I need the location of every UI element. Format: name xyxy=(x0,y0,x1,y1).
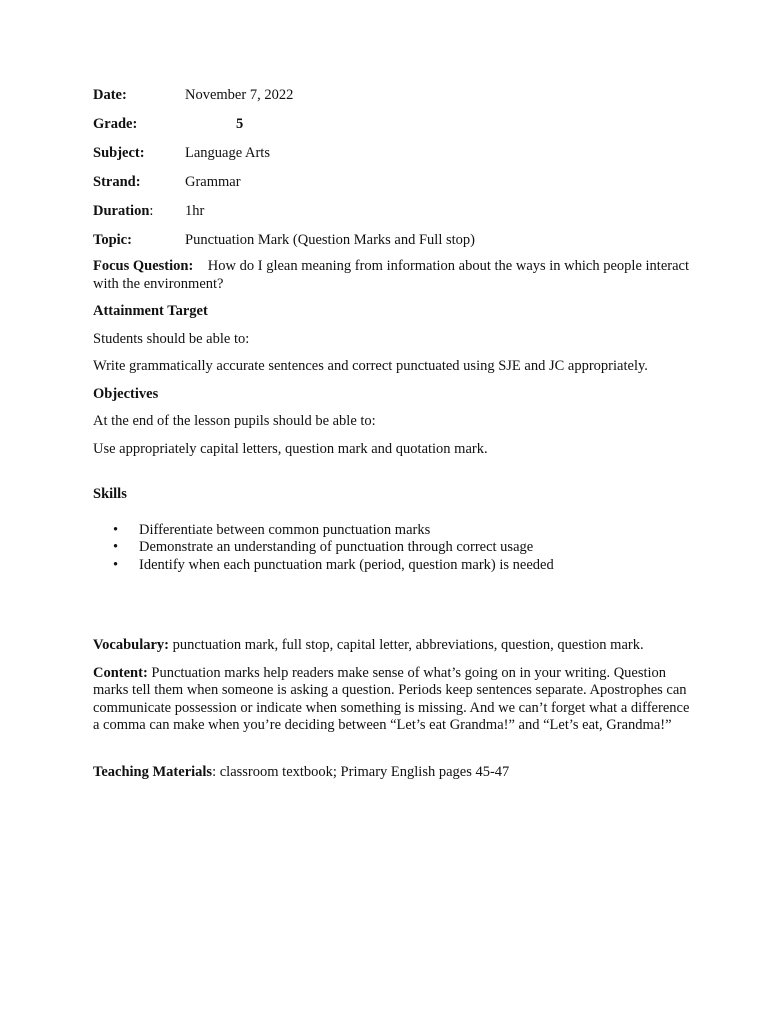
skills-heading: Skills xyxy=(93,486,127,502)
topic-value: Punctuation Mark (Question Marks and Full stop) xyxy=(185,232,475,248)
subject-row xyxy=(93,144,693,173)
grade-label: Grade: xyxy=(93,116,138,132)
objectives-text: Use appropriately capital letters, question mark and quotation mark. xyxy=(93,440,488,457)
vocabulary-label: Vocabulary: xyxy=(93,637,169,653)
duration-value: 1hr xyxy=(185,203,205,219)
skill-text: Identify when each punctuation mark (period, question mark) is needed xyxy=(139,556,554,573)
objectives-heading: Objectives xyxy=(93,385,159,402)
lesson-plan-document xyxy=(93,86,693,791)
date-row xyxy=(93,86,693,115)
list-item xyxy=(93,539,693,557)
topic-label: Topic: xyxy=(93,232,132,248)
bullet-icon: • xyxy=(113,539,119,555)
date-value: November 7, 2022 xyxy=(185,87,294,103)
strand-row xyxy=(93,173,693,202)
attainment-target-heading: Attainment Target xyxy=(93,303,208,319)
objectives-intro: At the end of the lesson pupils should be able to: xyxy=(93,413,376,429)
duration-label-colon: : xyxy=(149,203,154,219)
grade-row xyxy=(93,115,693,144)
focus-question xyxy=(93,258,693,293)
list-item xyxy=(93,557,693,575)
subject-value: Language Arts xyxy=(185,145,270,161)
date-label: Date: xyxy=(93,87,127,103)
list-item xyxy=(93,522,693,540)
duration-label xyxy=(93,203,185,221)
duration-label-text: Duration xyxy=(93,203,150,219)
focus-question-label: Focus Question: xyxy=(93,258,194,274)
bullet-icon: • xyxy=(113,556,119,573)
attainment-target-intro: Students should be able to: xyxy=(93,330,250,347)
vocabulary xyxy=(93,637,693,655)
duration-row xyxy=(93,202,693,231)
content-label: Content: xyxy=(93,664,148,681)
content-text: Punctuation marks help readers make sense of what’s going on in your writing. Question marks tell them when someone is asking a question. Periods keep sentences separate. Apostrophes can communicate possession or indicate when something is missing. And we can’t forget what a difference a comma can make when you’re deciding between “Let’s eat Grandma!” and “Let’s eat, Grandma!” xyxy=(93,664,690,733)
lesson-info-block xyxy=(93,86,693,260)
vocabulary-text: punctuation mark, full stop, capital letter, abbreviations, question, question mark. xyxy=(172,637,644,653)
attainment-target-text: Write grammatically accurate sentences and correct punctuated using SJE and JC appropriately. xyxy=(93,358,648,374)
strand-value: Grammar xyxy=(185,174,241,190)
grade-value: 5 xyxy=(236,116,244,132)
skill-text: Differentiate between common punctuation marks xyxy=(139,521,431,538)
focus-question-text: How do I glean meaning from information about the ways in which people interact with the environment? xyxy=(93,258,689,292)
teaching-materials xyxy=(93,764,693,782)
subject-label: Subject: xyxy=(93,145,145,161)
teaching-materials-text: : classroom textbook; Primary English pages 45-47 xyxy=(212,763,510,780)
bullet-icon: • xyxy=(113,521,119,538)
content-paragraph xyxy=(93,665,693,735)
skills-list xyxy=(93,522,693,575)
skill-text: Demonstrate an understanding of punctuation through correct usage xyxy=(139,539,534,555)
strand-label: Strand: xyxy=(93,174,141,190)
topic-row xyxy=(93,231,693,260)
teaching-materials-label: Teaching Materials xyxy=(93,763,213,780)
